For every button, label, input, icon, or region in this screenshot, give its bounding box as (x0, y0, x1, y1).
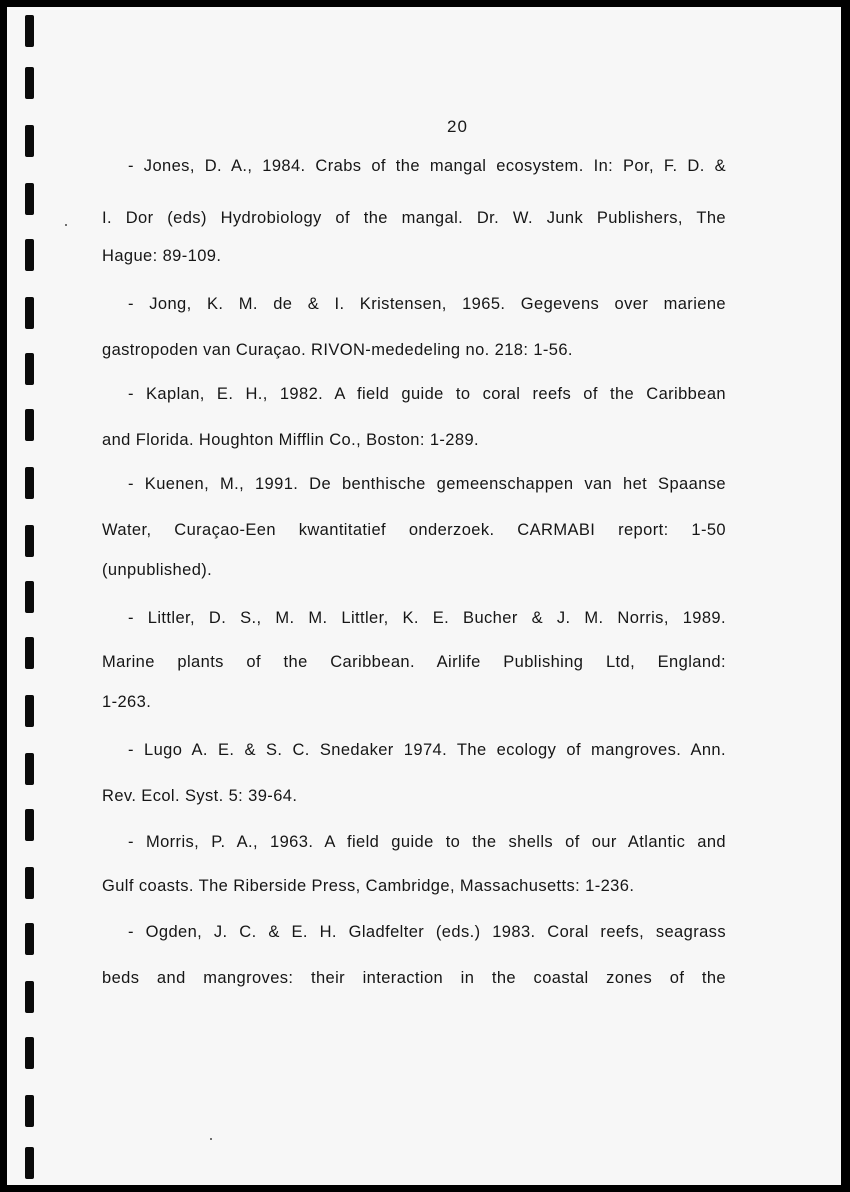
reference-line: - Jong, K. M. de & I. Kristensen, 1965. Gegevens over mariene (128, 295, 726, 313)
binding-hole (25, 353, 34, 385)
reference-line: and Florida. Houghton Mifflin Co., Boston: 1-289. (102, 431, 480, 449)
reference-line: Hague: 89-109. (102, 247, 222, 265)
page-number: 20 (447, 117, 468, 136)
reference-line: - Kaplan, E. H., 1982. A field guide to coral reefs of the Caribbean (128, 385, 726, 403)
binding-hole (25, 467, 34, 499)
binding-hole (25, 809, 34, 841)
binding-hole (25, 409, 34, 441)
scan-speck (210, 1138, 212, 1140)
reference-line: 1-263. (102, 693, 152, 711)
binding-hole (25, 67, 34, 99)
reference-line: gastropoden van Curaçao. RIVON-mededeling no. 218: 1-56. (102, 341, 573, 359)
binding-hole (25, 753, 34, 785)
binding-hole (25, 239, 34, 271)
binding-hole (25, 981, 34, 1013)
reference-line: - Morris, P. A., 1963. A field guide to the shells of our Atlantic and (128, 833, 726, 851)
binding-hole (25, 525, 34, 557)
binding-hole (25, 695, 34, 727)
binding-hole (25, 1095, 34, 1127)
binding-hole (25, 923, 34, 955)
scan-speck (65, 224, 67, 226)
binding-hole (25, 297, 34, 329)
reference-line: - Ogden, J. C. & E. H. Gladfelter (eds.) 1983. Coral reefs, seagrass (128, 923, 726, 941)
reference-line: beds and mangroves: their interaction in the coastal zones of the (102, 969, 726, 987)
binding-hole (25, 183, 34, 215)
reference-line: - Kuenen, M., 1991. De benthische gemeenschappen van het Spaanse (128, 475, 726, 493)
binding-hole (25, 581, 34, 613)
binding-hole (25, 637, 34, 669)
binding-hole (25, 867, 34, 899)
binding-holes (25, 7, 39, 1185)
reference-line: - Littler, D. S., M. M. Littler, K. E. Bucher & J. M. Norris, 1989. (128, 609, 726, 627)
reference-line: Gulf coasts. The Riberside Press, Cambridge, Massachusetts: 1-236. (102, 877, 635, 895)
reference-line: I. Dor (eds) Hydrobiology of the mangal. Dr. W. Junk Publishers, The (102, 209, 726, 227)
reference-line: - Lugo A. E. & S. C. Snedaker 1974. The ecology of mangroves. Ann. (128, 741, 726, 759)
reference-line: Marine plants of the Caribbean. Airlife Publishing Ltd, England: (102, 653, 726, 671)
binding-hole (25, 125, 34, 157)
binding-hole (25, 1037, 34, 1069)
binding-hole (25, 1147, 34, 1179)
reference-line: Rev. Ecol. Syst. 5: 39-64. (102, 787, 298, 805)
reference-line: - Jones, D. A., 1984. Crabs of the mangal ecosystem. In: Por, F. D. & (128, 157, 726, 175)
reference-line: (unpublished). (102, 561, 213, 579)
binding-hole (25, 15, 34, 47)
reference-line: Water, Curaçao-Een kwantitatief onderzoek. CARMABI report: 1-50 (102, 521, 726, 539)
document-page (7, 7, 841, 1185)
